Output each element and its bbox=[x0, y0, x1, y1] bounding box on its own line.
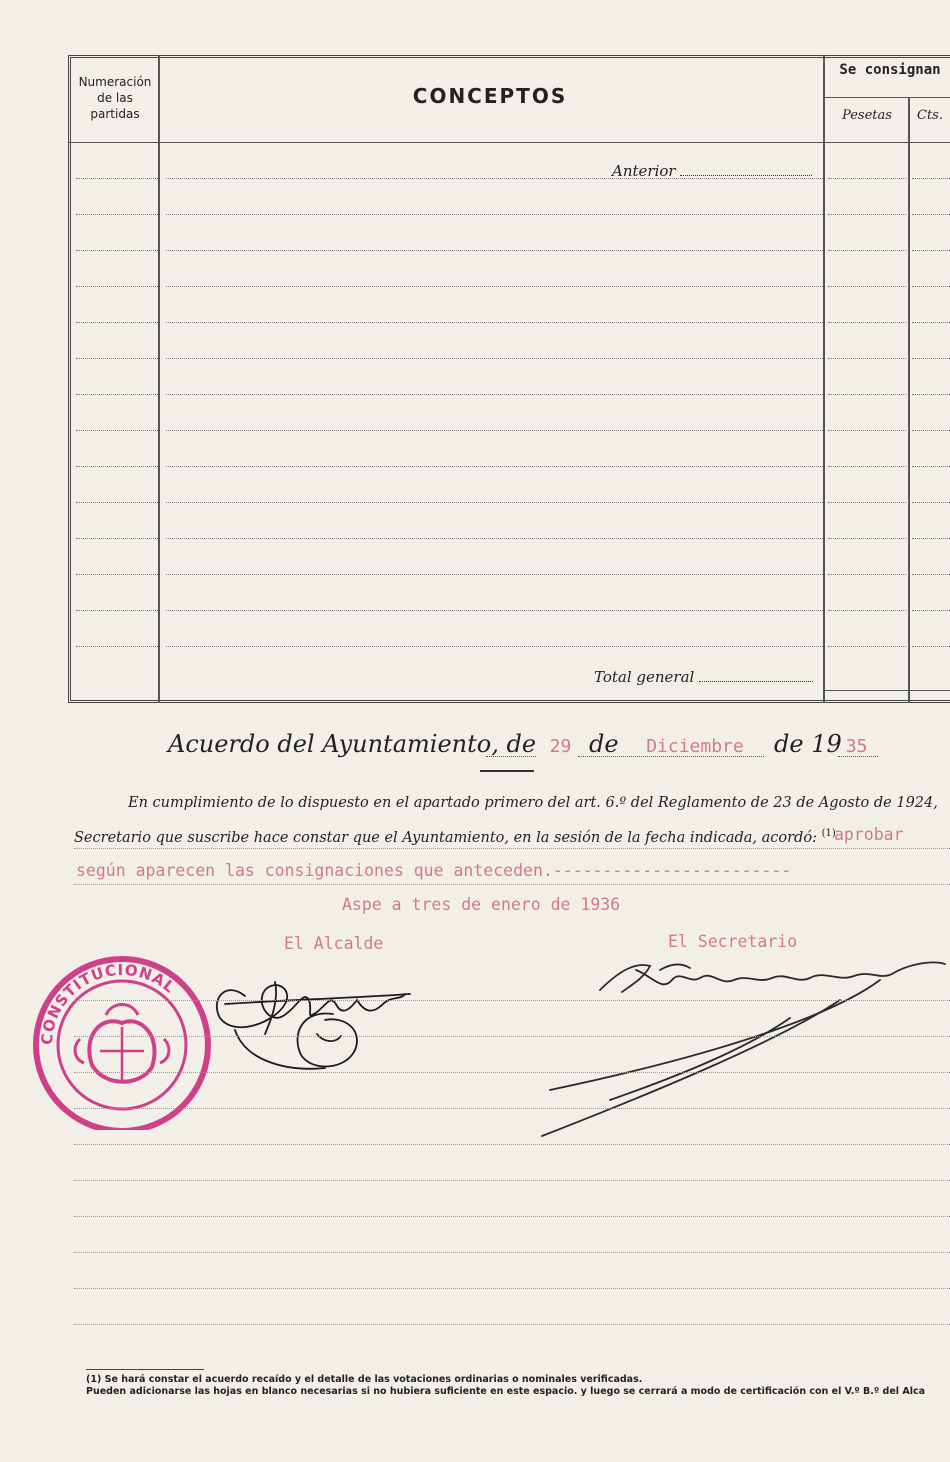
ruled-line bbox=[74, 1144, 950, 1145]
table-row-line bbox=[76, 358, 158, 359]
table-row-line bbox=[76, 322, 158, 323]
header-rule bbox=[823, 97, 950, 98]
municipal-seal bbox=[22, 955, 222, 1130]
table-row-line bbox=[166, 358, 823, 359]
concepts-table-frame bbox=[68, 55, 950, 703]
table-row-line bbox=[912, 538, 950, 539]
table-row-line bbox=[76, 502, 158, 503]
header-conceptos: CONCEPTOS bbox=[412, 84, 568, 108]
table-row-line bbox=[828, 574, 906, 575]
table-row-line bbox=[828, 250, 906, 251]
acuerdo-month: Diciembre bbox=[646, 736, 744, 757]
table-row-line bbox=[828, 430, 906, 431]
anterior-row-label: Anterior bbox=[612, 162, 812, 180]
year-field-line bbox=[838, 756, 878, 757]
table-row-line bbox=[828, 610, 906, 611]
table-row-line bbox=[828, 214, 906, 215]
ruled-line bbox=[74, 884, 950, 885]
header-rule bbox=[68, 142, 950, 143]
table-row-line bbox=[166, 430, 823, 431]
total-general-label: Total general bbox=[594, 668, 813, 686]
table-row-line bbox=[166, 502, 823, 503]
header-numeracion: Numeración de las partidas bbox=[78, 75, 152, 121]
table-row-line bbox=[828, 502, 906, 503]
table-row-line bbox=[828, 358, 906, 359]
table-row-line bbox=[76, 214, 158, 215]
table-row-line bbox=[76, 466, 158, 467]
header-se-consignan: Se consignan bbox=[839, 62, 941, 78]
table-row-line bbox=[912, 394, 950, 395]
total-rule bbox=[823, 690, 950, 691]
table-row-line bbox=[912, 322, 950, 323]
table-row-line bbox=[828, 178, 906, 179]
table-row-line bbox=[912, 214, 950, 215]
acuerdo-year: de 19 35 bbox=[774, 730, 868, 758]
table-row-line bbox=[828, 538, 906, 539]
column-divider bbox=[158, 55, 160, 703]
body-text-line-1: En cumplimiento de lo dispuesto en el apartado primero del art. 6.º del Reglamento de 23 de Agosto de 1924, bbox=[128, 795, 938, 811]
secretario-label: El Secretario bbox=[668, 932, 798, 951]
table-row-line bbox=[76, 430, 158, 431]
table-row-line bbox=[912, 502, 950, 503]
body-text-line-2: Secretario que suscribe hace constar que el Ayuntamiento, en la sesión de la fecha indicada, acordó: $^{(1)}$ bbox=[74, 828, 836, 846]
acuerdo-heading: Acuerdo del Ayuntamiento, de 29 de Diciembre bbox=[168, 730, 744, 758]
column-divider bbox=[908, 97, 910, 703]
table-row-line bbox=[912, 610, 950, 611]
table-row-line bbox=[912, 466, 950, 467]
footnote-rule bbox=[86, 1369, 204, 1370]
table-row-line bbox=[76, 538, 158, 539]
table-row-line bbox=[912, 286, 950, 287]
table-row-line bbox=[828, 322, 906, 323]
table-row-line bbox=[166, 214, 823, 215]
table-row-line bbox=[76, 178, 158, 179]
table-row-line bbox=[912, 574, 950, 575]
ruled-line bbox=[74, 1108, 950, 1109]
ruled-line bbox=[74, 1288, 950, 1289]
table-row-line bbox=[912, 358, 950, 359]
table-row-line bbox=[76, 286, 158, 287]
table-row-line bbox=[76, 610, 158, 611]
table-row-line bbox=[166, 538, 823, 539]
table-row-line bbox=[166, 322, 823, 323]
table-row-line bbox=[912, 250, 950, 251]
alcalde-signature bbox=[205, 960, 425, 1080]
table-row-line bbox=[76, 394, 158, 395]
secretario-signature bbox=[540, 940, 950, 1140]
table-row-line bbox=[912, 646, 950, 647]
table-row-line bbox=[76, 574, 158, 575]
typed-place-date: Aspe a tres de enero de 1936 bbox=[342, 895, 621, 914]
typed-consignaciones: según aparecen las consignaciones que anteceden.------------------------ bbox=[76, 861, 792, 880]
table-row-line bbox=[166, 394, 823, 395]
ruled-line bbox=[74, 1072, 950, 1073]
underline bbox=[480, 770, 534, 772]
table-row-line bbox=[912, 178, 950, 179]
table-row-line bbox=[912, 430, 950, 431]
header-pesetas: Pesetas bbox=[842, 108, 892, 123]
alcalde-label: El Alcalde bbox=[284, 934, 384, 953]
table-row-line bbox=[828, 286, 906, 287]
ruled-line bbox=[74, 1216, 950, 1217]
table-row-line bbox=[166, 466, 823, 467]
table-row-line bbox=[166, 286, 823, 287]
ruled-line bbox=[74, 1036, 950, 1037]
seal-text: CONSTITUCIONAL bbox=[37, 960, 179, 1046]
table-row-line bbox=[166, 610, 823, 611]
footnote-line-2: Pueden adicionarse las hojas en blanco necesarias si no hubiera suficiente en este espacio. y luego se cerrará a modo de certificación con el V.º B.º del Alca bbox=[86, 1386, 926, 1397]
table-row-line bbox=[166, 646, 823, 647]
table-row-line bbox=[166, 574, 823, 575]
table-row-line bbox=[828, 646, 906, 647]
table-row-line bbox=[76, 646, 158, 647]
ruled-line bbox=[74, 1000, 950, 1001]
ruled-line bbox=[74, 1324, 950, 1325]
day-field-line bbox=[486, 756, 536, 757]
table-row-line bbox=[828, 394, 906, 395]
table-row-line bbox=[828, 466, 906, 467]
column-divider bbox=[823, 55, 825, 703]
header-cts: Cts. bbox=[917, 108, 943, 123]
ruled-line bbox=[74, 1180, 950, 1181]
ruled-line bbox=[74, 848, 950, 849]
table-row-line bbox=[166, 250, 823, 251]
footnote-line-1: (1) Se hará constar el acuerdo recaído y el detalle de las votaciones ordinarias o nominales verificadas. bbox=[86, 1374, 643, 1385]
footnote bbox=[86, 1374, 925, 1398]
ruled-line bbox=[74, 1252, 950, 1253]
table-row-line bbox=[76, 250, 158, 251]
month-field-line bbox=[578, 756, 764, 757]
acuerdo-day: 29 bbox=[549, 736, 572, 757]
typed-aprobar: aprobar bbox=[834, 825, 904, 844]
